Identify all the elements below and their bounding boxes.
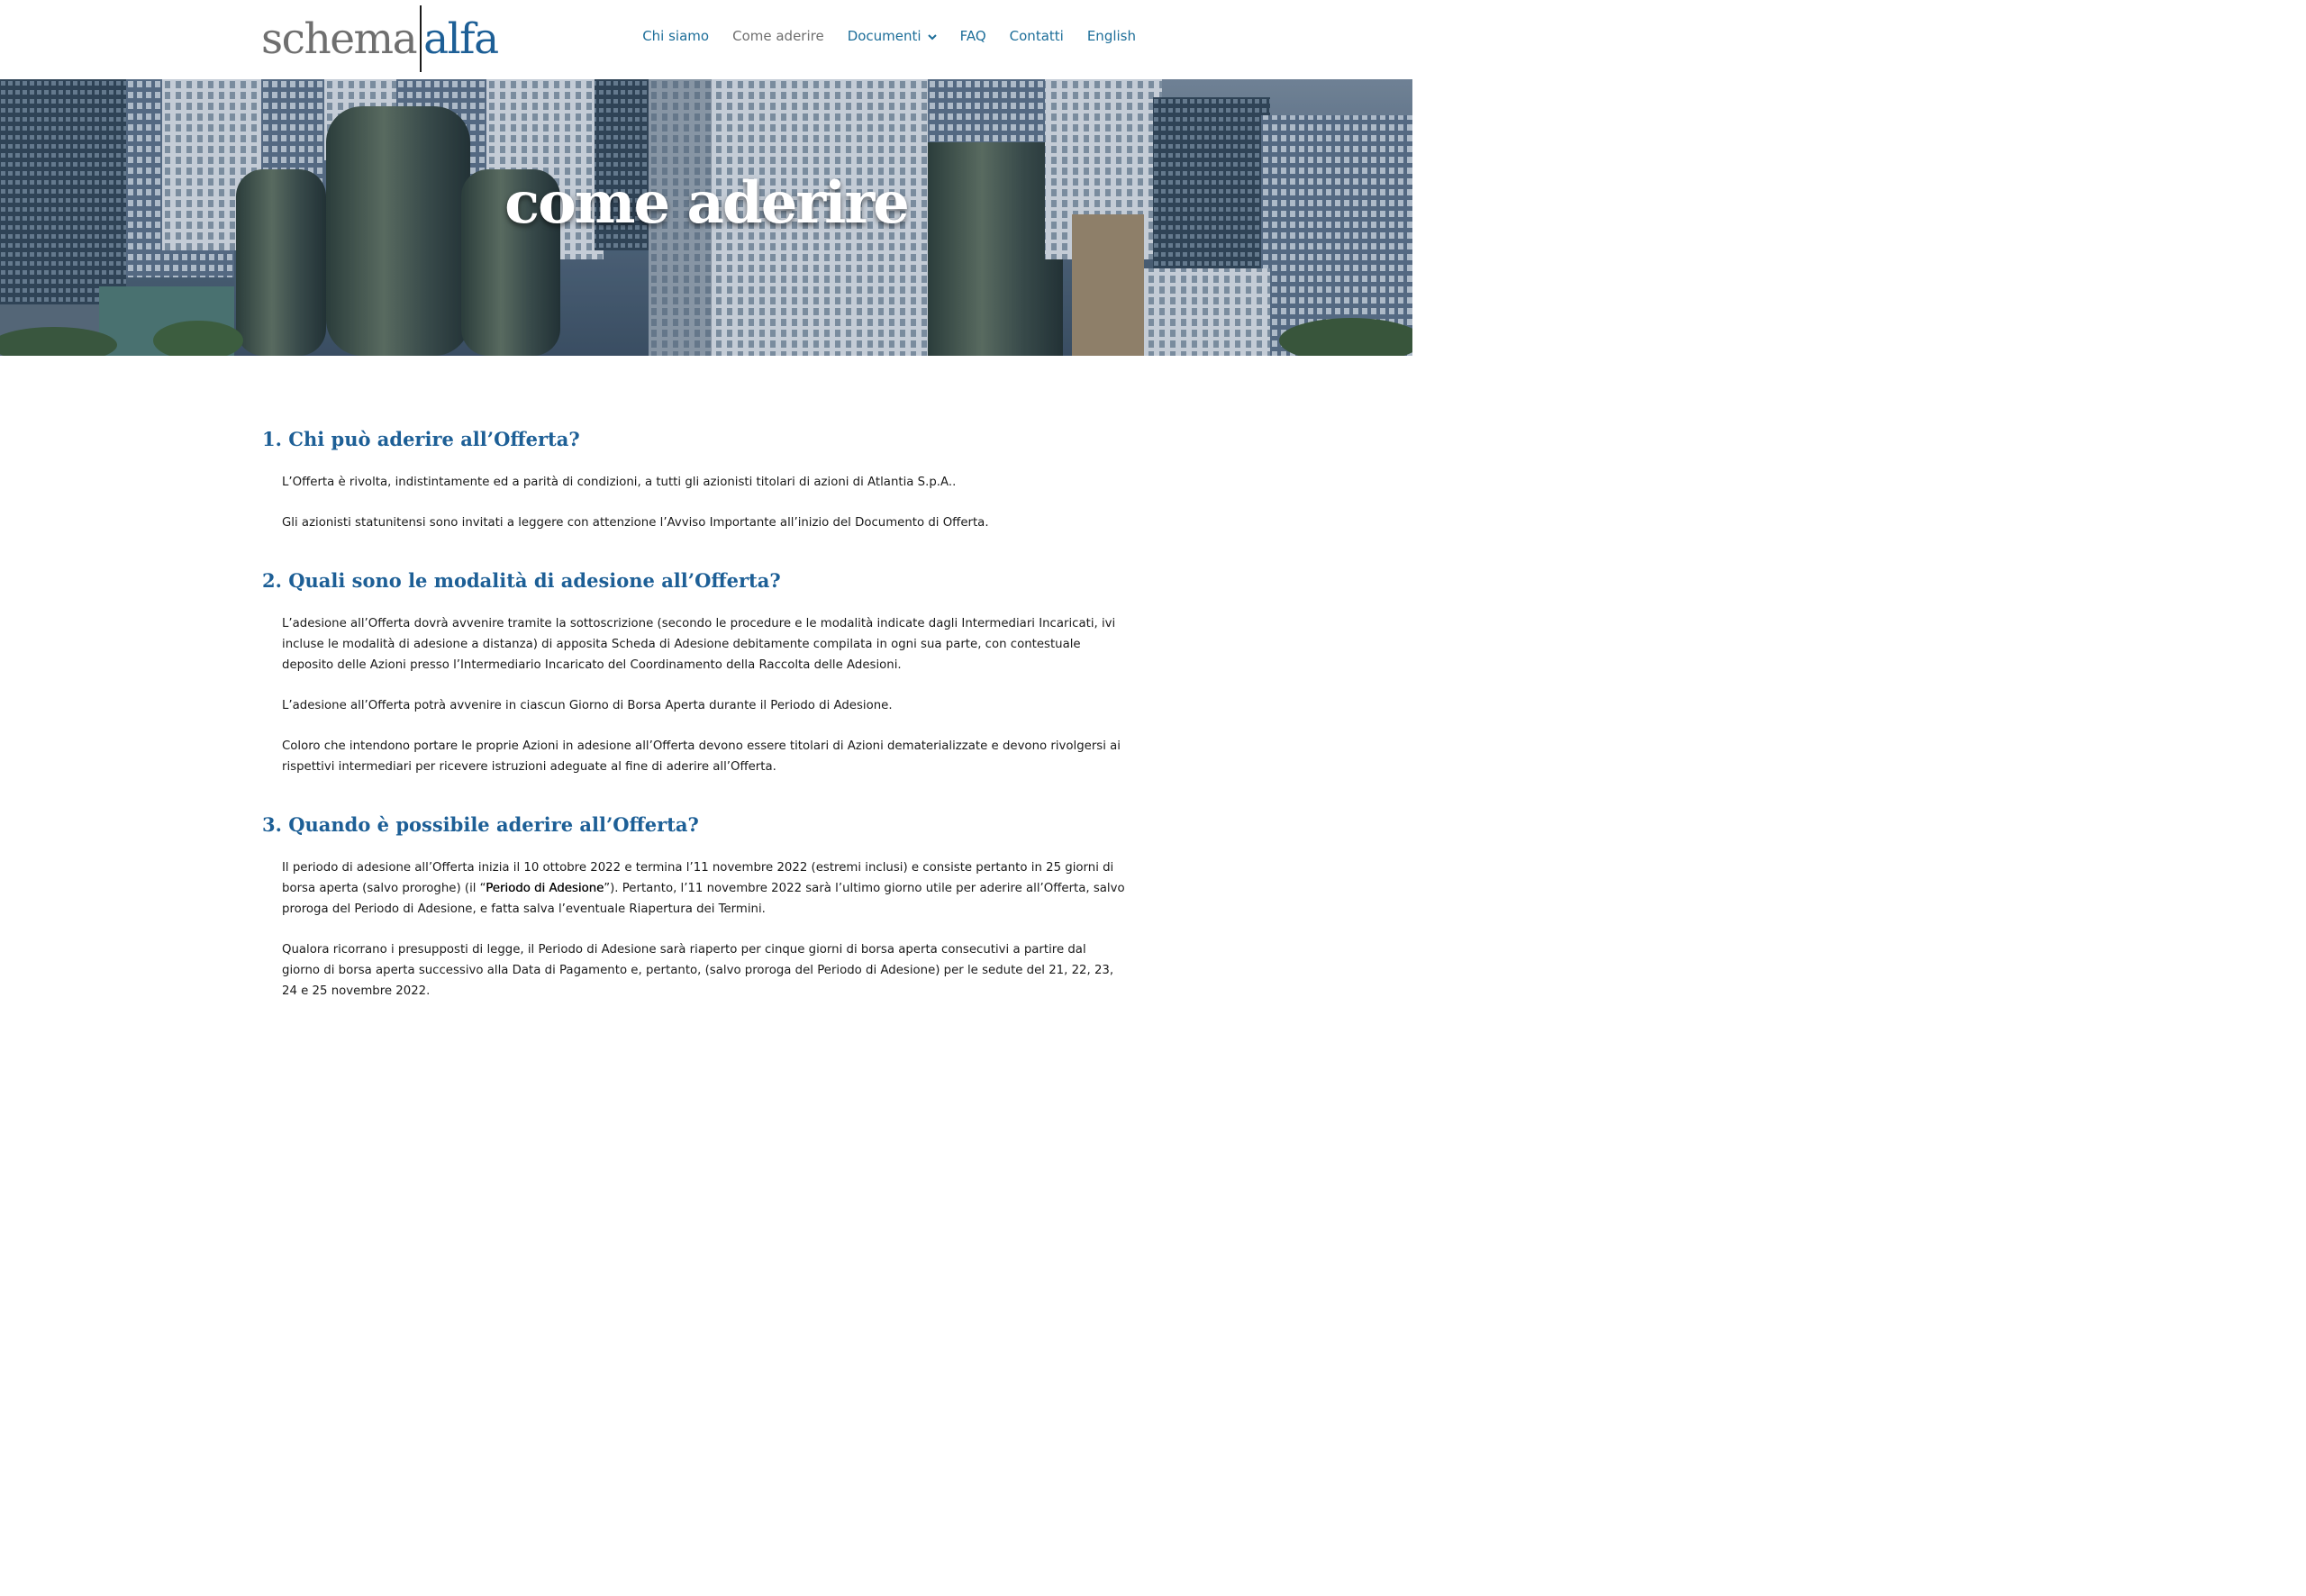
section-paragraph: L’adesione all’Offerta dovrà avvenire tramite la sottoscrizione (secondo le procedure e le modalità indicate dagli Intermediari Incaricati, ivi incluse le modalità di adesione a distanza) di apposita Scheda di Adesione debitamente compilata in ogni sua parte, con contestuale deposito delle Azioni presso l’Intermediario Incaricato del Coordinamento della Raccolta delle Adesioni. <box>282 617 1116 672</box>
section-paragraph: Gli azionisti statunitensi sono invitati a leggere con attenzione l’Avviso Importante all’inizio del Documento di Offerta. <box>282 516 989 530</box>
nav-item-faq[interactable]: FAQ <box>959 28 986 44</box>
section-paragraph: L’Offerta è rivolta, indistintamente ed a parità di condizioni, a tutti gli azionisti titolari di azioni di Atlantia S.p.A.. <box>282 476 957 489</box>
nav-item-contatti[interactable]: Contatti <box>1009 28 1064 44</box>
hero-title: come aderire <box>504 169 908 237</box>
nav-item-chi-siamo[interactable]: Chi siamo <box>642 28 710 44</box>
nav-item-come-aderire[interactable]: Come aderire <box>732 28 824 44</box>
logo-text-alfa: alfa <box>423 14 498 64</box>
site-header <box>0 0 1412 79</box>
section-title: 3. Quando è possibile aderire all’Offerta? <box>262 813 699 836</box>
section-paragraph: Coloro che intendono portare le proprie Azioni in adesione all’Offerta devono essere titolari di Azioni dematerializzate e devono rivolgersi ai rispettivi intermediari per ricevere istruzioni adeguate al fine di aderire all’Offerta. <box>282 739 1121 774</box>
defined-term: Periodo di Adesione <box>486 882 604 895</box>
logo-text-schema: schema <box>261 14 417 64</box>
nav-item-english[interactable]: English <box>1086 28 1136 44</box>
site-logo[interactable] <box>261 5 498 72</box>
paragraph-text: Il periodo di adesione all’Offerta inizia il 10 ottobre 2022 e termina l’11 novembre 2022 (estremi inclusi) e consiste pertanto in 25 giorni di borsa aperta (salvo proroghe) (il “ <box>282 861 1114 895</box>
faq-section-3 <box>262 811 1127 1021</box>
paragraph-text: ”). Pertanto, l’11 novembre 2022 sarà l’ultimo giorno utile per aderire all’Offerta, salvo proroga del Periodo di Adesione, e fatta salva l’eventuale Riapertura dei Termini. <box>282 882 1125 916</box>
chevron-down-icon <box>928 28 937 44</box>
section-paragraph <box>282 857 1127 920</box>
section-paragraph: L’adesione all’Offerta potrà avvenire in ciascun Giorno di Borsa Aperta durante il Periodo di Adesione. <box>282 699 893 712</box>
nav-item-documenti-label: Documenti <box>847 28 921 44</box>
faq-section-2 <box>262 567 1127 797</box>
faq-section-1 <box>262 425 1127 553</box>
section-title: 1. Chi può aderire all’Offerta? <box>262 428 580 450</box>
section-paragraph: Qualora ricorrano i presupposti di legge, il Periodo di Adesione sarà riaperto per cinque giorni di borsa aperta consecutivi a partire dal giorno di borsa aperta successivo alla Data di Pagamento e, pertanto, (salvo proroga del Periodo di Adesione) per le sedute del 21, 22, 23, 24 e 25 novembre 2022. <box>282 943 1114 998</box>
hero-banner <box>0 79 1412 356</box>
main-nav <box>642 28 1136 44</box>
nav-item-documenti[interactable] <box>848 28 937 44</box>
section-title: 2. Quali sono le modalità di adesione all’Offerta? <box>262 569 781 592</box>
